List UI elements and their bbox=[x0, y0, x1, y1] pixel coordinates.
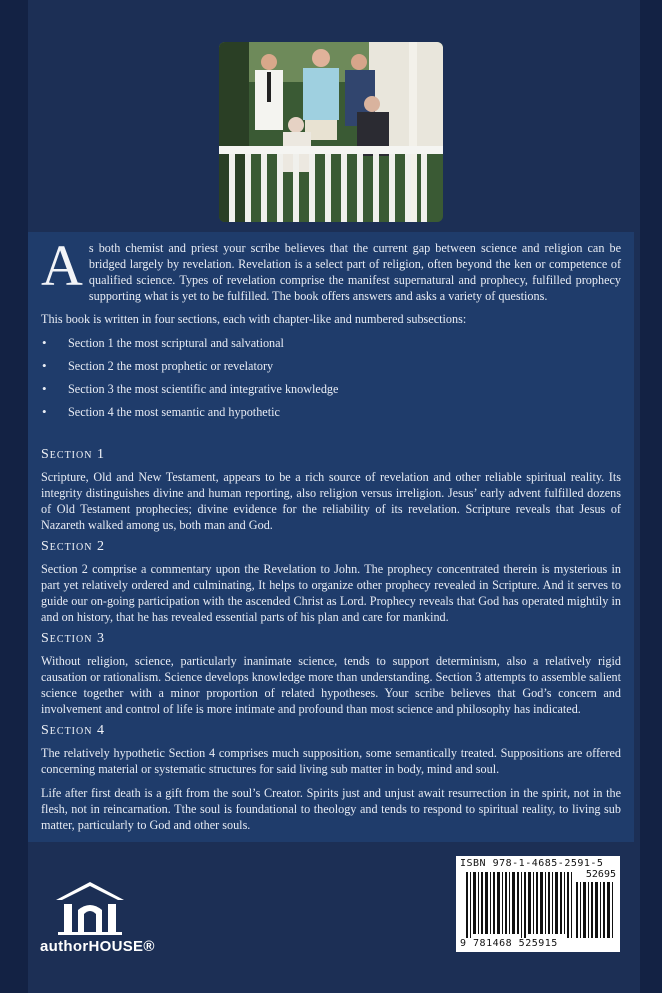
section-1 bbox=[41, 447, 621, 541]
section-heading: Section 4 bbox=[41, 723, 105, 738]
drop-cap: A bbox=[41, 233, 83, 298]
section-list-item: • Section 1 the most scriptural and salvational bbox=[41, 336, 601, 359]
registered-mark: ® bbox=[143, 938, 155, 955]
author-photo-illustration bbox=[219, 42, 443, 222]
cover-edge-left bbox=[0, 0, 28, 993]
intro-text: s both chemist and priest your scribe believes that the current gap between science and religion can be bridged largely by revelation. Revelation is a select part of religion, often beyond the ken or competence of qualified science. Types of revelation comprise the manifest supernatural and prophecy, fulfilled prophecy supporting what is yet to be fulfilled. The book offers answers and asks a variety of questions. bbox=[88, 241, 621, 303]
section-body: Section 2 comprise a commentary upon the Revelation to John. The prophecy concentrated therein is mysterious in part yet relatively ordered and culminating, It helps to organize other prophecy revealed in Scripture. And it serves to guide our on-going participation with the ascended Christ as Lord. Prophecy reveals that God has operated mightily in and on history, that he has revealed essential parts of his plan and care for mankind. bbox=[41, 562, 621, 624]
intro-paragraph bbox=[41, 233, 621, 304]
section-list bbox=[41, 336, 601, 428]
cover-edge-right bbox=[640, 0, 662, 993]
author-photo bbox=[219, 42, 443, 222]
section-4 bbox=[41, 723, 621, 841]
section-2 bbox=[41, 539, 621, 633]
section-heading: Section 2 bbox=[41, 539, 105, 554]
sections-intro: This book is written in four sections, each with chapter-like and numbered subsections: bbox=[41, 312, 467, 326]
section-list-item: • Section 4 the most semantic and hypothetic bbox=[41, 405, 601, 428]
publisher-name bbox=[40, 938, 155, 955]
isbn-barcode bbox=[456, 856, 620, 952]
section-heading: Section 1 bbox=[41, 447, 105, 462]
section-3 bbox=[41, 631, 621, 725]
house-book-icon bbox=[38, 880, 158, 940]
price-code: 52695 bbox=[585, 869, 616, 880]
section-body: The relatively hypothetic Section 4 comprises much supposition, some semantically treated. Suppositions are offered concerning material or systematic structures for said living sub matter in body, mind and soul. bbox=[41, 746, 621, 776]
section-heading: Section 3 bbox=[41, 631, 105, 646]
isbn-text: ISBN 978-1-4685-2591-5 bbox=[460, 858, 604, 869]
ean-text: 9 781468 525915 bbox=[460, 938, 558, 949]
publisher-wordmark: authorHOUSE bbox=[40, 938, 144, 955]
section-body: Without religion, science, particularly inanimate science, tends to support determinism, also a relatively rigid causation or rationalism. Science develops knowledge more than understanding. Section 3 attempts to assemble salient science together with a minor proportion of related hypotheses. Your scribe believes that God’s concern and involvement and control of life is more intimate and profound than most science and philosophy has indicated. bbox=[41, 654, 621, 716]
section-body: Life after first death is a gift from the soul’s Creator. Spirits just and unjust await resurrection in the spirit, not in the flesh, not in reincarnation. Tthe soul is foundational to theology and tends to respond to spiritual reality, to living sub matter, particularly to God and other souls. bbox=[41, 786, 621, 832]
section-body: Scripture, Old and New Testament, appears to be a rich source of revelation and other reliable spiritual reality. Its integrity distinguishes divine and human reporting, also religion versus irreligion. Jesus’ early advent fulfilled dozens of Old Testament prophecies; divine evidence for the reliability of its revelation. Scripture reveals that Jesus of Nazareth walked among us, both man and God. bbox=[41, 470, 621, 532]
section-list-item: • Section 3 the most scientific and integrative knowledge bbox=[41, 382, 601, 405]
section-list-item: • Section 2 the most prophetic or revelatory bbox=[41, 359, 601, 382]
